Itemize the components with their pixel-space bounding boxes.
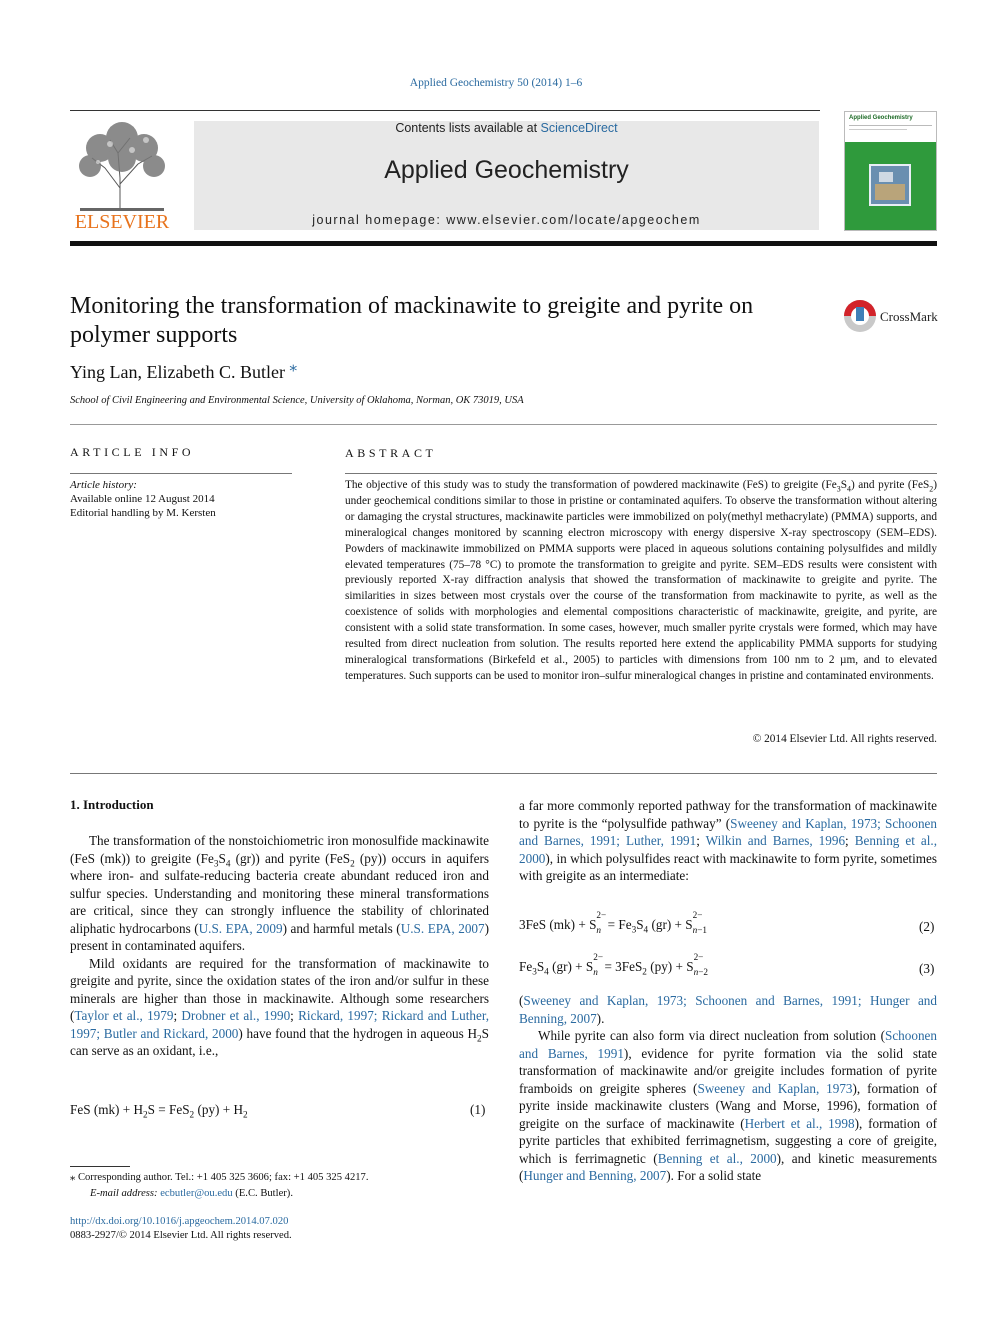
available-online: Available online 12 August 2014 [70, 493, 215, 505]
citation-link[interactable]: Sweeney and Kaplan, 1973 [697, 1080, 853, 1096]
crossmark-label: CrossMark [880, 309, 938, 324]
intro-right-column-bottom [519, 992, 937, 1185]
corresponding-author-mark[interactable]: ⁎ [289, 359, 297, 375]
cover-title: Applied Geochemistry [849, 115, 913, 121]
abstract-copyright: © 2014 Elsevier Ltd. All rights reserved. [752, 733, 937, 745]
crossmark-badge[interactable] [843, 297, 943, 335]
paragraph: Mild oxidants are required for the transformation of mackinawite to greigite and pyrite, since the oxidation states of the iron and/or sulfur in these minerals are higher than those in mackinawite. Although some researchers (Taylor et al., 1979; Drobner et al., 1990; Rickard, 1997; Rickard and Luther, 1997; Butler and Rickard, 2000) have found that the hydrogen in aqueous $H_2S$ can serve as an oxidant, i.e., [70, 955, 489, 1058]
footnote [70, 1170, 489, 1202]
equation-3: $Fe_3S_4$ (gr) + S $_{2- n}$ = 3FeS$_2$ (py) + S $_{2- n-2}$ [519, 951, 709, 977]
paragraph: (Sweeney and Kaplan, 1973; Schoonen and Barnes, 1991; Hunger and Benning, 2007). [519, 993, 937, 1026]
journal-name: Applied Geochemistry [384, 156, 629, 184]
editorial-handling: Editorial handling by M. Kersten [70, 507, 216, 519]
equation-number: (3) [919, 961, 935, 976]
email-line [70, 1186, 489, 1202]
corresponding-author-note: ⁎ Corresponding author. Tel.: +1 405 325 3606; fax: +1 405 325 4217. [70, 1172, 369, 1183]
equation-1: FeS $(mk) + H_2S = FeS_2$ $(py) + H_2$ [70, 1102, 248, 1120]
citation-link[interactable]: Sweeney and Kaplan, 1973; Schoonen and Barnes, 1991; Hunger and Benning, 2007 [519, 993, 937, 1026]
equation-2: 3FeS (mk) + S $_{2- n} = Fe_3S_4$ (gr) + S $_{2- n-1}$ [519, 909, 708, 935]
abstract-text: The objective of this study was to study the transformation of powdered mackinawite (FeS) to greigite $(Fe_3S_4)$ and pyrite (FeS$_2$) under geochemical conditions similar to those in pristine or contaminated aquifers. To observe the transformation without altering or damaging the crystal structures, mackinawite particles were immobilized on poly(methyl methacrylate) (PMMA) supports, and mineralogical changes monitored by scanning electron microscopy with energy dispersive X-ray spectroscopy (SEM–EDS). Powders of mackinawite immobilized on PMMA supports were placed in aqueous solutions containing polysulfides and mildly elevated temperatures (75–78 °C) to promote the transformation to greigite and pyrite. SEM–EDS results were consistent with previously reported X-ray diffraction analysis that showed the transformation of mackinawite to greigite and pyrite. The similarities in sizes between most crystals over the course of the transformation from mackinawite to pyrite, as well as the coexistence of solids with morphologies and elemental compositions characteristic of mackinawite, greigite, and pyrite, are consistent with a solid state transformation. In some cases, however, much smaller pyrite crystals were formed, which may have resulted from direct nucleation from solution. The results reported here extend the applicability PMMA supports for studying mineralogical transformations (Birkefeld et al., 2005) to particles with dimensions from 100 nm to 2 µm, and to elevated temperatures. Such supports can be used to monitor iron–sulfur mineralogical changes in pristine and contaminated environments. [345, 479, 937, 682]
equation-number: (1) [470, 1102, 486, 1117]
journal-homepage[interactable]: journal homepage: www.elsevier.com/locate/apgeochem [312, 213, 701, 227]
citation-link[interactable]: Wilkin and Barnes, 1996 [705, 833, 846, 848]
equation-number: (2) [919, 919, 935, 934]
citation-link[interactable]: Schoonen and Barnes, 1991 [519, 1028, 937, 1061]
contents-prefix: Contents lists available at [395, 121, 541, 135]
section-heading-introduction: 1. Introduction [70, 797, 154, 812]
citation-link[interactable]: U.S. EPA, 2009 [198, 920, 283, 936]
authors: Ying Lan, Elizabeth C. Butler [70, 362, 285, 382]
history-label: Article history: [70, 479, 137, 491]
citation-link[interactable]: Hunger and Benning, 2007 [523, 1168, 667, 1183]
email-link[interactable]: ecbutler@ou.edu [160, 1188, 233, 1199]
doi-link[interactable]: http://dx.doi.org/10.1016/j.apgeochem.2014.07.020 [70, 1216, 289, 1227]
article-history [70, 478, 292, 520]
cover-image [869, 164, 911, 206]
citation-link[interactable]: Sweeney and Kaplan, 1973; Schoonen and Barnes, 1991; Luther, 1991 [519, 815, 937, 848]
header-rule [70, 110, 820, 111]
divider [345, 473, 937, 474]
divider [70, 424, 937, 425]
divider [70, 473, 292, 474]
divider [70, 773, 937, 774]
abstract-heading: ABSTRACT [345, 446, 437, 460]
article-info-heading: ARTICLE INFO [70, 445, 195, 459]
affiliation: School of Civil Engineering and Environmental Science, University of Oklahoma, Norman, OK 73019, USA [70, 395, 524, 406]
journal-reference-link[interactable]: Applied Geochemistry 50 (2014) 1–6 [409, 77, 583, 89]
paragraph: While pyrite can also form via direct nucleation from solution (Schoonen and Barnes, 1991), evidence for pyrite formation via the solid state transformation of mackinawite and/or greigite includes formation of pyrite framboids on greigite spheres (Sweeney and Kaplan, 1973), formation of pyrite inside mackinawite clusters (Wang and Morse, 1996), formation of greigite on the surface of mackinawite (Herbert et al., 1998), formation of pyrite particles that exhibited ferrimagnetism, suggesting a core of greigite, which is ferrimagnetic (Benning et al., 2000), and kinetic measurements (Hunger and Benning, 2007). For a solid state [519, 1028, 937, 1183]
email-label: E-mail address: [90, 1188, 161, 1199]
citation-link[interactable]: Drobner et al., 1990 [181, 1008, 291, 1023]
contents-line [194, 121, 819, 135]
email-suffix: (E.C. Butler). [232, 1188, 293, 1199]
citation-link[interactable]: Benning et al., 2000 [519, 833, 937, 866]
citation-link[interactable]: U.S. EPA, 2007 [400, 920, 485, 936]
citation-link[interactable]: Herbert et al., 1998 [744, 1115, 855, 1131]
header-thick-rule [70, 241, 937, 246]
elsevier-wordmark: ELSEVIER [74, 211, 170, 232]
citation-link[interactable]: Benning et al., 2000 [657, 1150, 777, 1166]
elsevier-logo[interactable] [70, 118, 174, 232]
citation-link[interactable]: Taylor et al., 1979 [74, 1008, 174, 1023]
issn-line: 0883-2927/© 2014 Elsevier Ltd. All rights reserved. [70, 1230, 292, 1241]
article-title: Monitoring the transformation of mackinawite to greigite and pyrite on polymer supports [70, 293, 754, 348]
intro-left-column [70, 832, 489, 1060]
footnote-rule [70, 1166, 130, 1167]
citation-link[interactable]: Rickard, 1997; Rickard and Luther, 1997; Butler and Rickard, 2000 [70, 1008, 489, 1041]
sciencedirect-link[interactable]: ScienceDirect [540, 121, 618, 135]
journal-cover-thumbnail[interactable] [844, 111, 937, 231]
paragraph: The transformation of the nonstoichiometric iron monosulfide mackinawite (FeS (mk)) to greigite ($Fe_3S_4$ (gr)) and pyrite (FeS$_2$ (py)) occurs in aquifers where iron- and sulfate-reducing bacteria create abundant reduced iron and sulfur species. Understanding and monitoring these mineral transformations are critical, since they can strongly influence the stability of chlorinated aliphatic hydrocarbons (U.S. EPA, 2009) and harmful metals (U.S. EPA, 2007) present in contaminated aquifers. [70, 833, 490, 953]
intro-right-column-top: a far more commonly reported pathway for the transformation of mackinawite to pyrite is the “polysulfide pathway” (Sweeney and Kaplan, 1973; Schoonen and Barnes, 1991; Luther, 1991; Wilkin and Barnes, 1996; Benning et al., 2000), in which polysulfides react with mackinawite to form pyrite, sometimes with greigite as an intermediate: [519, 798, 937, 883]
author-list [70, 359, 297, 383]
